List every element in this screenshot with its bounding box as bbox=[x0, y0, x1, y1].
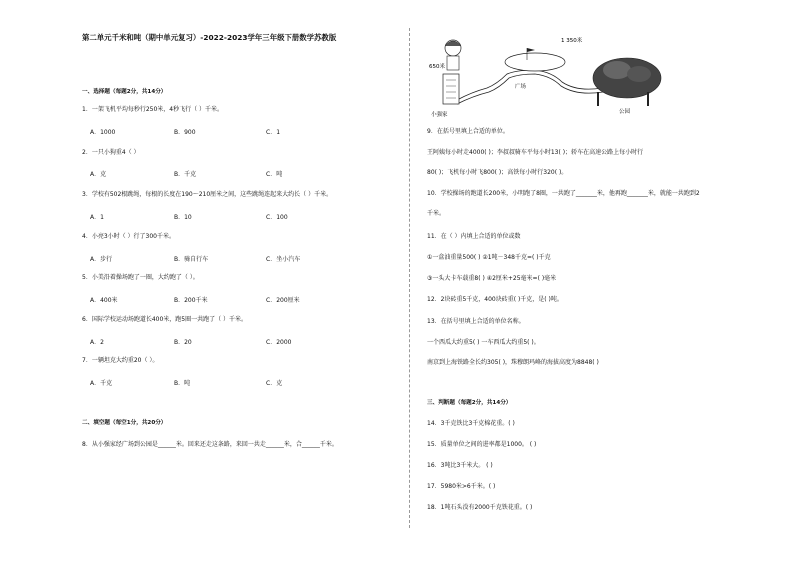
q4-option-c: C．坐小汽车 bbox=[266, 256, 301, 263]
home-label: 小强家 bbox=[431, 112, 448, 118]
q1-option-c: C．1 bbox=[266, 129, 281, 136]
q5-option-b: B．200千米 bbox=[174, 297, 208, 304]
q4-option-a: A．步行 bbox=[90, 256, 113, 263]
section1-header: 一、选择题（每题2分，共14分） bbox=[82, 89, 167, 95]
q2-option-c: C．吨 bbox=[266, 171, 283, 178]
question-4: 4．小亮3小时（ ）行了300千米。 bbox=[82, 233, 175, 240]
q13-line-2: 南京到上海铁路全长约305( )，珠穆朗玛峰的海拔高度为8848( ) bbox=[427, 359, 599, 366]
q9-line-1: 王阿姨每小时走4000( )；李叔叔骑车平每小时13( )；轿车在高速公路上每小时行 bbox=[427, 149, 644, 156]
q2-option-a: A．克 bbox=[90, 171, 107, 178]
q3-option-b: B．10 bbox=[174, 214, 192, 221]
question-13: 13．在括号里填上合适的单位名称。 bbox=[427, 318, 525, 325]
q3-option-c: C．100 bbox=[266, 214, 288, 221]
park-label: 公园 bbox=[619, 109, 631, 115]
left-column bbox=[82, 0, 400, 562]
q9-line-2: 80( )；飞机每小时飞800( )；高铁每小时行320( )。 bbox=[427, 169, 568, 176]
q13-line-1: 一个西瓜大约重5( ) 一车西瓜大约重5( )。 bbox=[427, 339, 540, 346]
right-column bbox=[427, 0, 757, 562]
column-divider bbox=[409, 28, 410, 528]
question-1: 1．一架飞机平均每秒行250米，4秒飞行（ ）千米。 bbox=[82, 106, 223, 113]
q11-line-1: ①一盒油重量500( ) ②1吨－348千克=( )千克 bbox=[427, 254, 551, 261]
q10-line-2: 千米。 bbox=[427, 210, 446, 217]
question-14: 14．3千克铁比3千克棉花重。( ) bbox=[427, 420, 515, 427]
q6-option-c: C．2000 bbox=[266, 339, 292, 346]
q7-option-a: A．千克 bbox=[90, 380, 113, 387]
question-16: 16．3吨比3千米大。 ( ) bbox=[427, 462, 493, 469]
q7-option-b: B．吨 bbox=[174, 380, 191, 387]
q5-option-a: A．400米 bbox=[90, 297, 118, 304]
question-18: 18．1吨石头没有2000千克铁花重。( ) bbox=[427, 504, 533, 511]
question-15: 15．质量单位之间的进率都是1000。 ( ) bbox=[427, 441, 537, 448]
section3-header: 三、判断题（每题2分，共14分） bbox=[427, 400, 512, 406]
question-10: 10．学校操场的跑道长200米，小明跑了8圈，一共跑了_______米，他再跑_______米，就能一共跑到2 bbox=[427, 190, 700, 197]
question-3: 3．学校有502根跳绳，每根的长度在190～210厘米之间，这些跳绳连起来大约长（ ）千米。 bbox=[82, 191, 333, 198]
q6-option-b: B．20 bbox=[174, 339, 192, 346]
q4-option-b: B．骑自行车 bbox=[174, 256, 209, 263]
q5-option-c: C．200厘米 bbox=[266, 297, 300, 304]
question-2: 2．一只小狗重4（ ） bbox=[82, 149, 140, 156]
q2-option-b: B．千克 bbox=[174, 171, 197, 178]
q1-option-b: B．900 bbox=[174, 129, 196, 136]
question-8: 8．从小强家经广场到公园是______米。回来还走这条路，来回一共走______米，合______千米。 bbox=[82, 441, 338, 448]
q3-option-a: A．1 bbox=[90, 214, 104, 221]
question-7: 7．一辆坦克大约重20（ ）。 bbox=[82, 357, 159, 364]
q6-option-a: A．2 bbox=[90, 339, 104, 346]
question-5: 5．小美沿着操场跑了一圈，大约跑了（ ）。 bbox=[82, 274, 199, 281]
page-title: 第二单元千米和吨（期中单元复习）-2022-2023学年三年级下册数学苏教版 bbox=[82, 33, 337, 42]
distance-label-1: 650米 bbox=[429, 64, 445, 70]
question-11: 11．在（ ）内填上合适的单位或数 bbox=[427, 233, 521, 240]
q1-option-a: A．1000 bbox=[90, 129, 116, 136]
question-6: 6．国际学校运动场跑道长400米，跑5圈一共跑了（ ）千米。 bbox=[82, 316, 247, 323]
q11-line-2: ③一头大卡车载重8( ) ④2厘米+25毫米=( )毫米 bbox=[427, 275, 557, 282]
q7-option-c: C．克 bbox=[266, 380, 283, 387]
square-label: 广场 bbox=[515, 84, 527, 90]
question-12: 12．2块砖重5千克，400块砖重( )千克，是( )吨。 bbox=[427, 296, 563, 303]
section2-header: 二、填空题（每空1分，共20分） bbox=[82, 420, 167, 426]
distance-label-2: 1 350米 bbox=[561, 38, 583, 44]
question-17: 17．5980米>6千米。( ) bbox=[427, 483, 496, 490]
question-9: 9．在括号里填上合适的单位。 bbox=[427, 128, 509, 135]
